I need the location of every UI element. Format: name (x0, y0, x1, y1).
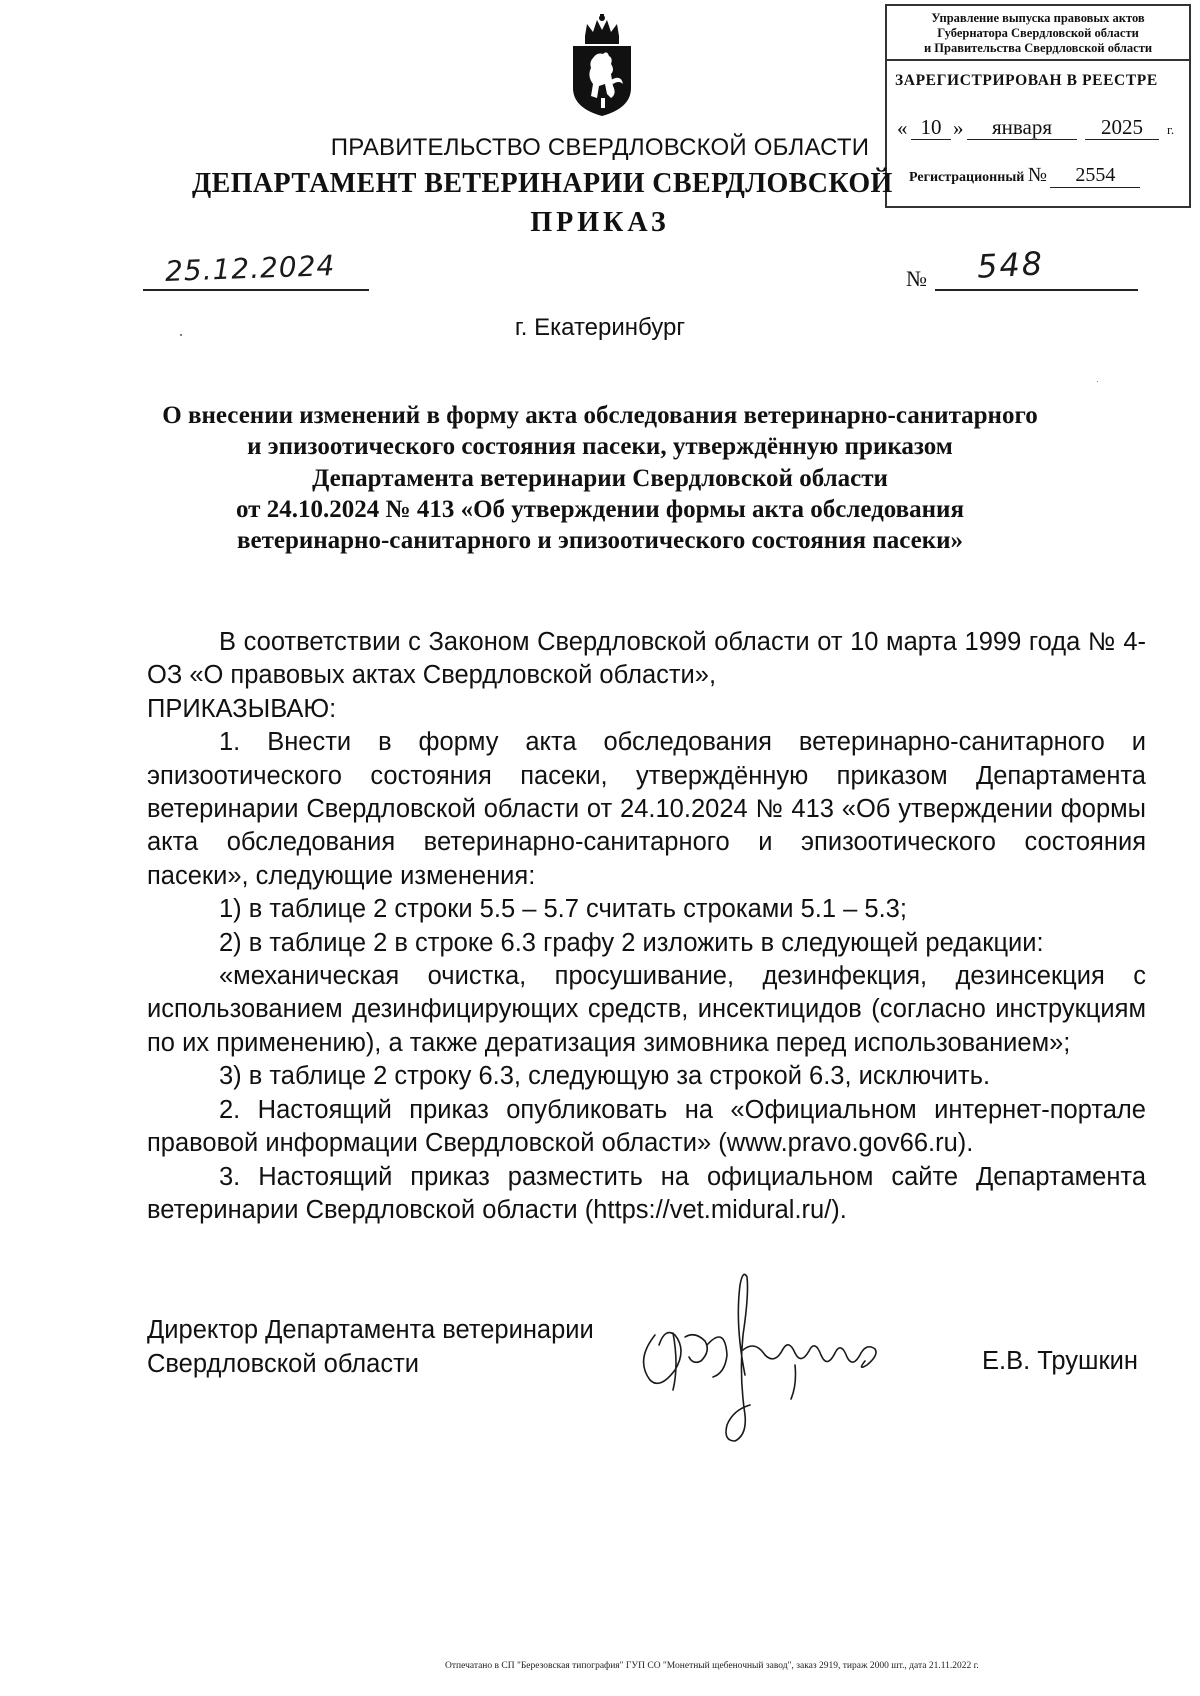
title-line: от 24.10.2024 № 413 «Об утверждении формы акта обследования (236, 495, 964, 523)
stamp-reg-number-label: Регистрационный (909, 170, 1025, 185)
stray-mark (1097, 381, 1098, 382)
stamp-registration-number (909, 164, 1181, 188)
document-type: ПРИКАЗ (530, 207, 670, 238)
stamp-date-close-quote: » (953, 116, 964, 140)
item-3-paragraph: 3. Настоящий приказ разместить на официальном сайте Департамента ветеринарии Свердловской области (https://vet.midural.ru/). (147, 1162, 1146, 1224)
signatory-name: Е.В. Трушкин (982, 1347, 1139, 1375)
government-name: ПРАВИТЕЛЬСТВО СВЕРДЛОВСКОЙ ОБЛАСТИ (330, 134, 870, 161)
item-1-subitem-1: 1) в таблице 2 строки 5.5 – 5.7 считать строками 5.1 – 5.3; (219, 895, 907, 924)
item-1-paragraph: 1. Внести в форму акта обследования ветеринарно-санитарного и эпизоотического состояния пасеки, утверждённую приказом Департамента ветеринарии Свердловской области от 24.10.2024 № 413 «Об утверждении формы акта обследования ветеринарно-санитарного и эпизоотического состояния пасеки», следующие изменения: (147, 728, 1146, 890)
order-number-label: № (906, 266, 927, 291)
item-1-subitem-3: 3) в таблице 2 строку 6.3, следующую за строкой 6.3, исключить. (219, 1062, 991, 1091)
handwritten-signature (615, 1265, 895, 1455)
document-title (130, 400, 1070, 556)
stamp-authority-line: Губернатора Свердловской области (937, 26, 1139, 40)
stamp-date-day: 10 (920, 115, 942, 139)
order-number-handwritten: 548 (976, 244, 1046, 286)
order-word: ПРИКАЗЫВАЮ: (147, 694, 337, 723)
stamp-date-year-suffix: г. (1167, 122, 1175, 137)
printing-imprint: Отпечатано в СП "Березовская типография" ГУП СО "Монетный щебеночный завод", заказ 2919, тираж 2000 шт., дата 21.11.2022 г. (445, 1661, 979, 1671)
stamp-registered-label: ЗАРЕГИСТРИРОВАН В РЕЕСТРЕ (895, 72, 1158, 89)
stamp-date-month-field (967, 116, 1077, 140)
order-date-handwritten: 25.12.2024 (164, 249, 336, 288)
number-underline (935, 289, 1138, 291)
stamp-date-open-quote: « (897, 116, 908, 140)
stamp-date-month: января (991, 115, 1053, 139)
stamp-date-year: 2025 (1101, 115, 1143, 139)
title-line: О внесении изменений в форму акта обследования ветеринарно-санитарного (162, 402, 1038, 429)
stamp-date-year-field (1085, 116, 1159, 140)
stamp-authority (887, 6, 1189, 61)
stamp-reg-number: 2554 (1050, 164, 1140, 188)
stray-mark (180, 334, 182, 336)
department-name: ДЕПАРТАМЕНТ ВЕТЕРИНАРИИ СВЕРДЛОВСКОЙ (192, 168, 893, 199)
city: г. Екатеринбург (514, 314, 686, 341)
signatory-position-line: Свердловской области (147, 1350, 420, 1378)
registration-stamp (885, 4, 1191, 208)
item-1-subitem-2: 2) в таблице 2 в строке 6.3 графу 2 изложить в следующей редакции: (219, 928, 1044, 957)
title-line: и эпизоотического состояния пасеки, утверждённую приказом (247, 433, 953, 461)
document-body (147, 626, 1146, 1227)
stamp-authority-line: и Правительства Свердловской области (923, 41, 1153, 55)
signatory-position-line: Директор Департамента ветеринарии (147, 1316, 594, 1344)
stamp-authority-line: Управление выпуска правовых актов (931, 11, 1145, 25)
item-1-subitem-2-quote: «механическая очистка, просушивание, дезинфекция, дезинсекция с использованием дезинфицирующих средств, инсектицидов (согласно инструкциям по их применению), а также дератизация зимовника перед использованием»; (147, 962, 1146, 1057)
title-line: Департамента ветеринарии Свердловской области (312, 464, 888, 492)
preamble-paragraph: В соответствии с Законом Свердловской области от 10 марта 1999 года № 4-ОЗ «О правовых актах Свердловской области», (147, 628, 1146, 690)
stamp-reg-number-sign: № (1027, 164, 1047, 186)
signatory-position (147, 1313, 594, 1381)
item-2-paragraph: 2. Настоящий приказ опубликовать на «Официальном интернет-портале правовой информации Свердловской области» (www.pravo.gov66.ru). (147, 1095, 1146, 1158)
date-underline (143, 289, 369, 291)
coat-of-arms-emblem (563, 14, 641, 118)
title-line: ветеринарно-санитарного и эпизоотического состояния пасеки» (236, 527, 964, 555)
